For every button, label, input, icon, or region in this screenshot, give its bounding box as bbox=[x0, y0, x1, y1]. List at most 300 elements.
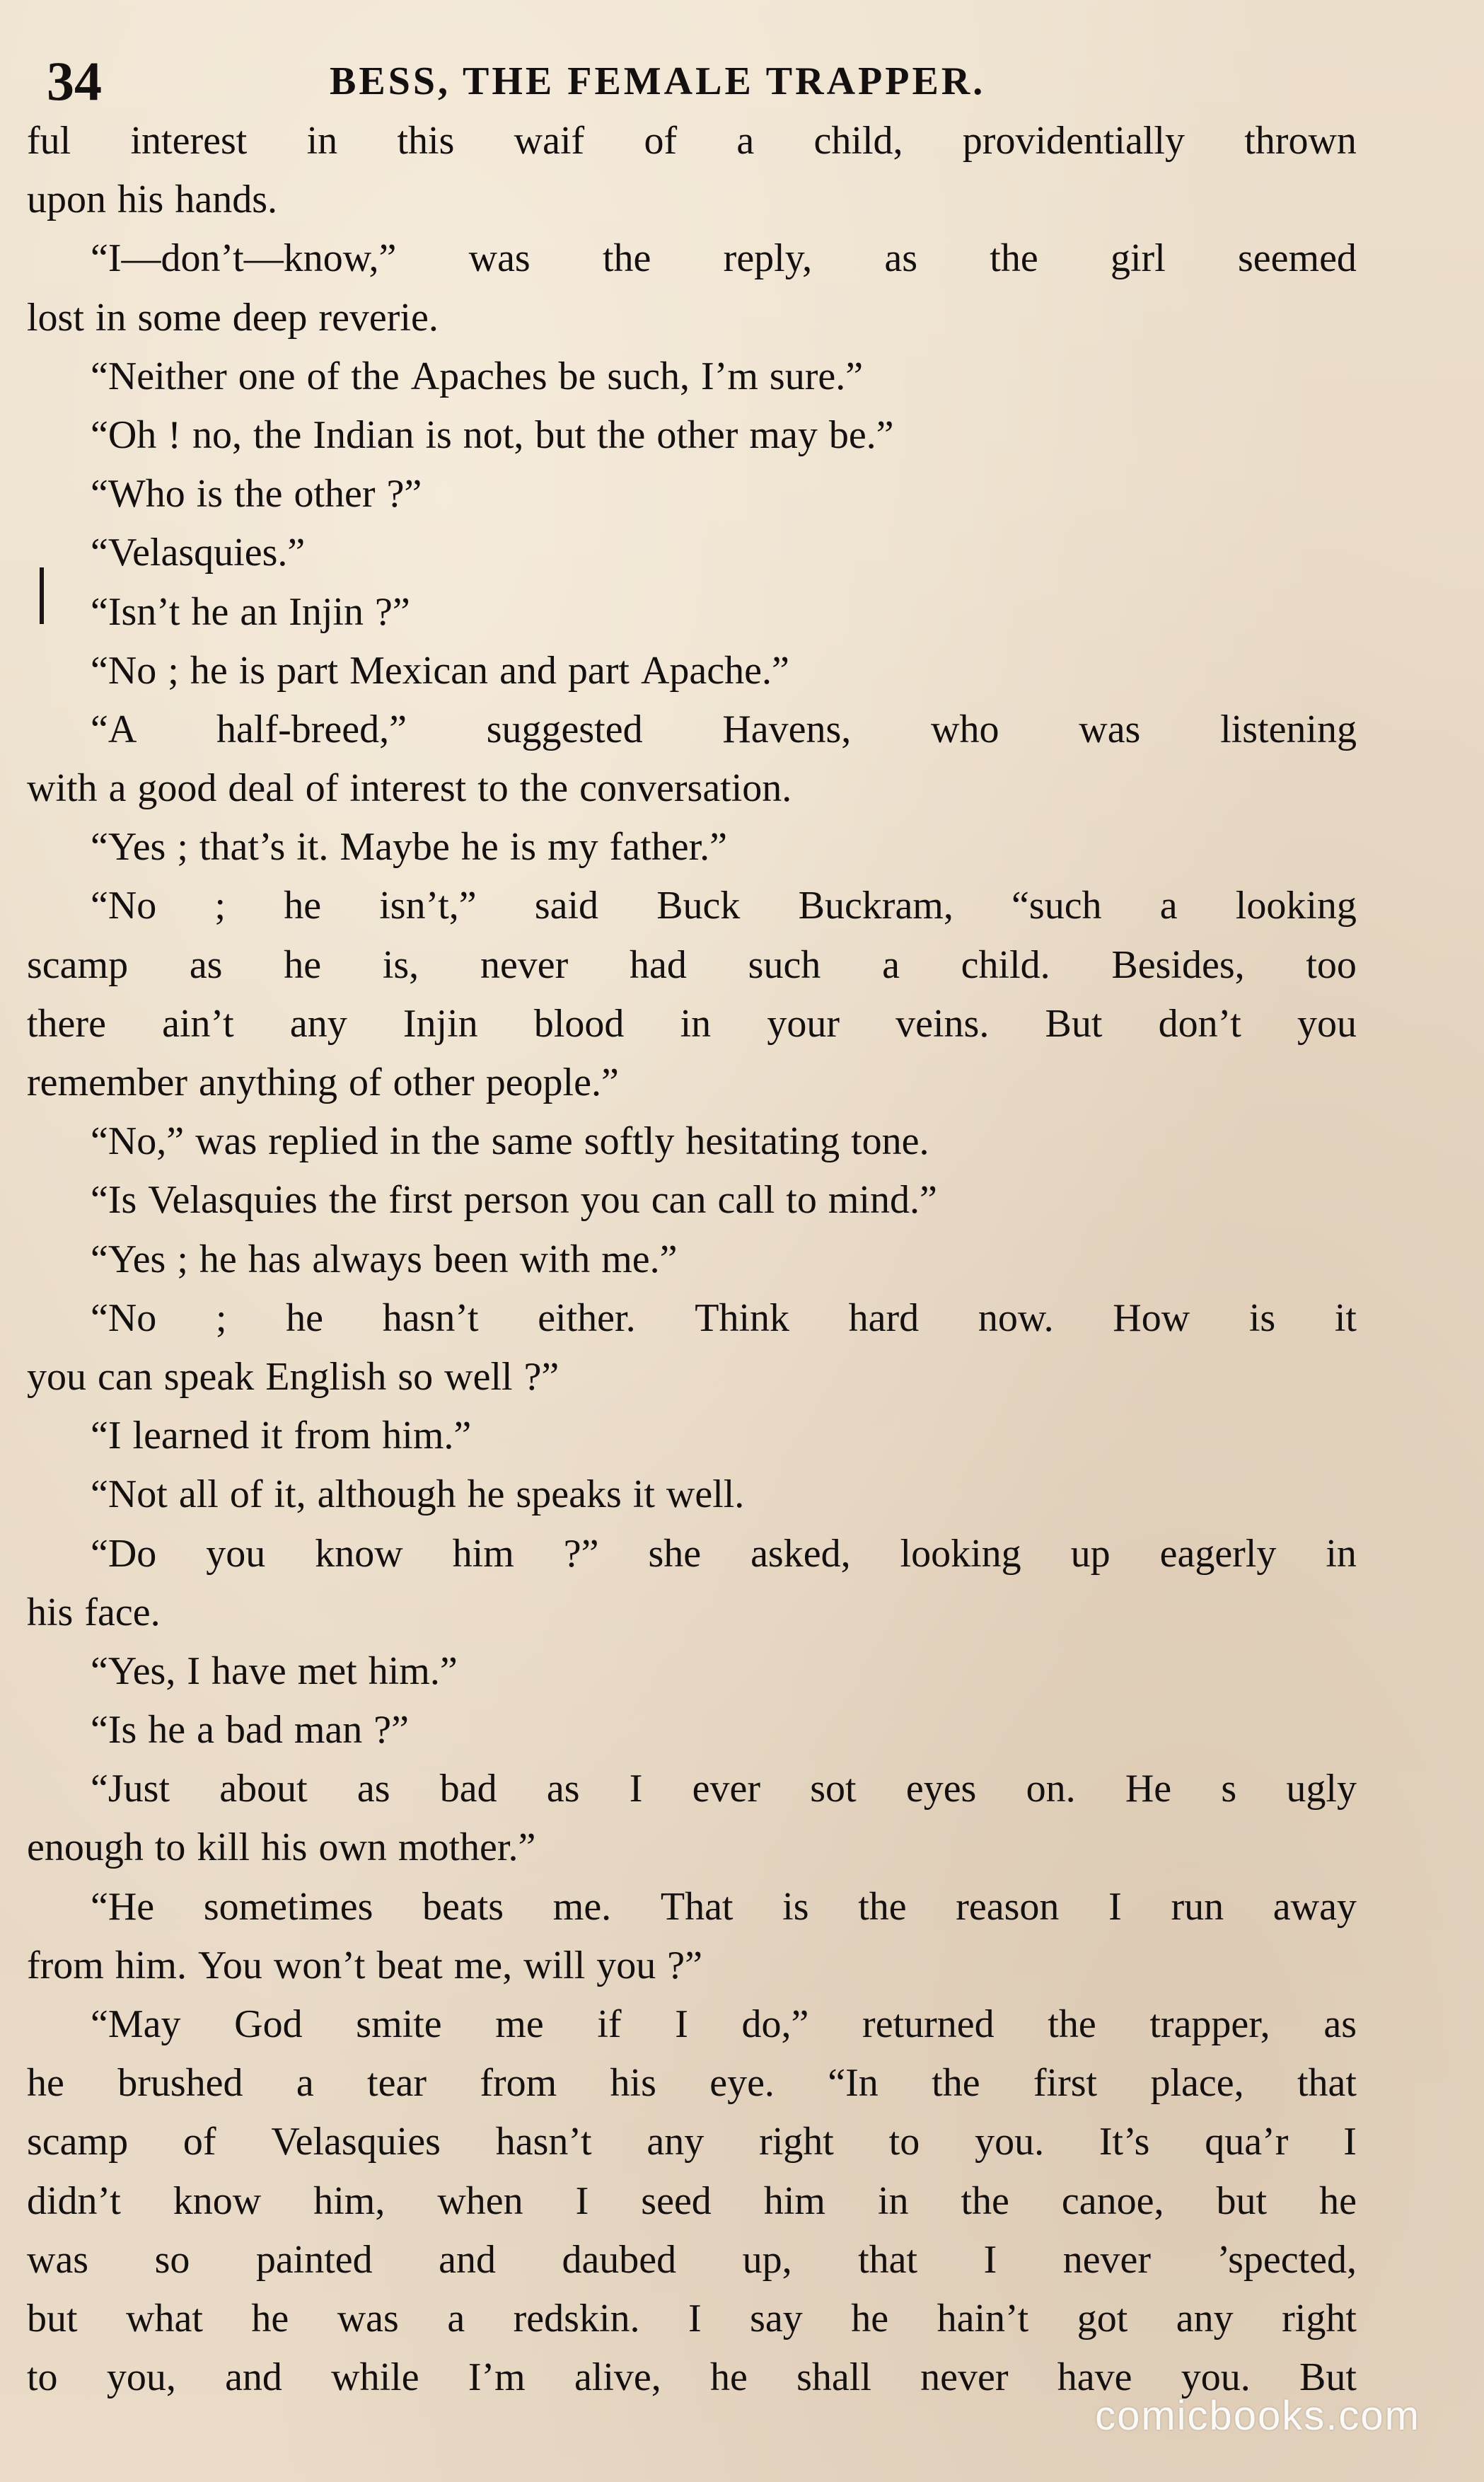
word: father.” bbox=[609, 825, 727, 870]
word: first bbox=[1033, 2061, 1098, 2106]
word: asked, bbox=[750, 1531, 851, 1576]
word: him. bbox=[115, 1943, 187, 1987]
word: “Is bbox=[91, 1178, 137, 1223]
word: the bbox=[1048, 2002, 1096, 2046]
word: will bbox=[523, 1943, 586, 1987]
word: half-breed,” bbox=[216, 707, 407, 751]
text-line bbox=[27, 1525, 1357, 1583]
word: “Not bbox=[91, 1472, 168, 1517]
word: met bbox=[297, 1649, 357, 1693]
word: any bbox=[1176, 2296, 1234, 2340]
word: you bbox=[206, 1531, 266, 1576]
word: “No bbox=[91, 884, 157, 928]
word: bad bbox=[439, 1767, 497, 1811]
word: “such bbox=[1011, 884, 1102, 928]
word: suggested bbox=[486, 707, 643, 751]
word: remember bbox=[27, 1061, 187, 1104]
word: didn’t bbox=[27, 2178, 121, 2223]
word: but bbox=[27, 2296, 78, 2340]
word: don’t bbox=[1158, 1001, 1241, 1046]
word: it. bbox=[296, 825, 329, 870]
word: you. bbox=[1181, 2355, 1251, 2400]
word: waif bbox=[514, 119, 585, 163]
word: the bbox=[596, 412, 646, 457]
text-line bbox=[27, 347, 1357, 406]
word: deep bbox=[232, 295, 308, 340]
word: that bbox=[1297, 2061, 1357, 2106]
word: “Yes, bbox=[91, 1649, 176, 1693]
word: eye. bbox=[709, 2061, 775, 2106]
word: He bbox=[1125, 1767, 1172, 1811]
word: his bbox=[261, 1825, 308, 1870]
word: “I bbox=[91, 1414, 122, 1458]
word: first bbox=[388, 1178, 453, 1223]
word: man bbox=[294, 1708, 363, 1753]
text-line bbox=[27, 877, 1357, 935]
word: canoe, bbox=[1061, 2178, 1164, 2223]
word: from bbox=[480, 2061, 557, 2106]
word: of bbox=[644, 119, 678, 163]
word: but bbox=[535, 412, 586, 457]
word: a bbox=[197, 1708, 215, 1753]
word: ; bbox=[177, 1237, 188, 1281]
text-line bbox=[27, 1289, 1357, 1348]
word: interest bbox=[349, 766, 467, 811]
word: seed bbox=[641, 2178, 712, 2223]
word: there bbox=[27, 1001, 106, 1046]
word: is, bbox=[382, 942, 419, 987]
word: you. bbox=[975, 2120, 1045, 2164]
text-line bbox=[27, 2231, 1357, 2290]
word: Indian bbox=[313, 412, 415, 457]
word: speaks bbox=[516, 1472, 622, 1517]
word: if bbox=[597, 2002, 622, 2046]
word: to bbox=[27, 2355, 58, 2400]
word: ?” bbox=[386, 472, 422, 516]
text-line bbox=[27, 642, 1357, 700]
word: conversation. bbox=[579, 766, 792, 811]
word: eagerly bbox=[1159, 1531, 1277, 1576]
word: is bbox=[782, 1884, 809, 1929]
word: hard bbox=[848, 1295, 920, 1340]
word: kill bbox=[197, 1825, 250, 1870]
page-number: 34 bbox=[47, 50, 102, 112]
word: was bbox=[27, 2237, 89, 2282]
word: he bbox=[27, 2061, 64, 2106]
word: was bbox=[1079, 707, 1141, 751]
text-line bbox=[27, 936, 1357, 995]
word: you, bbox=[106, 2355, 176, 2400]
word: not, bbox=[463, 412, 524, 457]
word: Maybe bbox=[340, 825, 450, 870]
word: now. bbox=[978, 1295, 1054, 1340]
word: the bbox=[328, 1178, 378, 1223]
word: other bbox=[656, 412, 738, 457]
word: all bbox=[178, 1472, 219, 1517]
text-line bbox=[27, 1465, 1357, 1524]
word: to bbox=[888, 2120, 920, 2164]
word: scamp bbox=[27, 2120, 129, 2164]
text-line bbox=[27, 818, 1357, 877]
word: as bbox=[1323, 2002, 1357, 2046]
word: he bbox=[191, 589, 229, 634]
word: a bbox=[447, 2296, 465, 2340]
word: either. bbox=[538, 1295, 636, 1340]
word: good bbox=[137, 766, 217, 811]
word: do,” bbox=[741, 2002, 809, 2046]
word: an bbox=[240, 589, 278, 634]
word: who bbox=[931, 707, 999, 751]
word: in bbox=[306, 119, 338, 163]
text-line bbox=[27, 171, 1357, 229]
text-line bbox=[27, 1407, 1357, 1465]
word: softly bbox=[584, 1119, 675, 1164]
word: of bbox=[348, 1061, 382, 1104]
word: the bbox=[253, 412, 302, 457]
word: redskin. bbox=[513, 2296, 640, 2340]
text-line bbox=[27, 1878, 1357, 1936]
word: girl bbox=[1110, 236, 1166, 281]
text-line bbox=[27, 112, 1357, 171]
word: when bbox=[437, 2178, 523, 2223]
word: that bbox=[858, 2237, 918, 2282]
word: too bbox=[1306, 942, 1357, 987]
word: always bbox=[312, 1237, 422, 1281]
word: know bbox=[173, 2178, 262, 2223]
word: my bbox=[547, 825, 598, 870]
word: eyes bbox=[905, 1767, 977, 1811]
word: I bbox=[675, 2002, 688, 2046]
text-line bbox=[27, 700, 1357, 759]
word: such bbox=[748, 942, 821, 987]
word: the bbox=[932, 2061, 980, 2106]
text-line bbox=[27, 1760, 1357, 1818]
word: sot bbox=[810, 1767, 857, 1811]
word: run bbox=[1171, 1884, 1224, 1929]
word: me bbox=[495, 2002, 544, 2046]
word: That bbox=[660, 1884, 734, 1929]
word: call bbox=[717, 1178, 775, 1223]
word: ’spected, bbox=[1217, 2237, 1357, 2282]
body-text bbox=[27, 112, 1357, 2407]
word: “No bbox=[91, 1295, 157, 1340]
word: he bbox=[199, 1237, 237, 1281]
word: looking bbox=[900, 1531, 1021, 1576]
watermark: comicbooks.com bbox=[1095, 2393, 1420, 2439]
word: he bbox=[148, 1708, 186, 1753]
word: daubed bbox=[562, 2237, 677, 2282]
word: mind.” bbox=[828, 1178, 937, 1223]
word: I bbox=[983, 2237, 997, 2282]
word: he bbox=[286, 1295, 324, 1340]
word: But bbox=[1299, 2355, 1357, 2400]
word: hasn’t bbox=[495, 2120, 592, 2164]
word: sometimes bbox=[203, 1884, 373, 1929]
word: had bbox=[630, 942, 687, 987]
word: up, bbox=[742, 2237, 792, 2282]
word: blood bbox=[533, 1001, 625, 1046]
word: child. bbox=[961, 942, 1050, 987]
word: I’m bbox=[468, 2355, 526, 2400]
word: ?” bbox=[523, 1354, 560, 1399]
word: tone. bbox=[851, 1119, 929, 1164]
word: some bbox=[137, 295, 221, 340]
word: to bbox=[786, 1178, 817, 1223]
word: “Oh bbox=[91, 412, 157, 457]
word: veins. bbox=[895, 1001, 990, 1046]
word: “May bbox=[91, 2002, 181, 2046]
word: his bbox=[27, 1590, 74, 1634]
word: face. bbox=[84, 1590, 161, 1634]
word: be bbox=[558, 354, 596, 398]
word: ; bbox=[177, 825, 188, 870]
word: providentially bbox=[962, 119, 1185, 163]
word: I bbox=[1108, 1884, 1122, 1929]
word: although bbox=[317, 1472, 456, 1517]
word: place, bbox=[1150, 2061, 1244, 2106]
word: up bbox=[1070, 1531, 1111, 1576]
word: your bbox=[767, 1001, 840, 1046]
word: me. bbox=[552, 1884, 612, 1929]
running-head: BESS, THE FEMALE TRAPPER. bbox=[330, 59, 986, 103]
word: painted bbox=[255, 2237, 373, 2282]
word: the bbox=[858, 1884, 907, 1929]
word: but bbox=[1216, 2178, 1268, 2223]
word: seemed bbox=[1238, 236, 1357, 281]
word: may bbox=[749, 412, 818, 457]
word: have bbox=[211, 1649, 286, 1693]
word: one bbox=[238, 354, 296, 398]
word: I bbox=[1343, 2120, 1357, 2164]
word: Injin bbox=[402, 1001, 478, 1046]
word: in bbox=[680, 1001, 712, 1046]
word: a bbox=[1159, 884, 1178, 928]
word: with bbox=[27, 766, 98, 811]
word: “A bbox=[91, 707, 137, 751]
word: of bbox=[229, 1472, 263, 1517]
text-line bbox=[27, 1583, 1357, 1642]
word: he bbox=[460, 825, 499, 870]
word: what bbox=[126, 2296, 203, 2340]
word: he bbox=[284, 884, 322, 928]
word: other bbox=[393, 1061, 475, 1104]
word: interest bbox=[130, 119, 248, 163]
word: have bbox=[1057, 2355, 1132, 2400]
word: the bbox=[351, 354, 400, 398]
word: the bbox=[990, 236, 1038, 281]
word: said bbox=[534, 884, 599, 928]
word: part bbox=[567, 648, 630, 693]
word: and bbox=[225, 2355, 282, 2400]
word: in bbox=[95, 295, 127, 340]
text-line bbox=[27, 1818, 1357, 1877]
word: so bbox=[398, 1354, 434, 1399]
word: learned bbox=[132, 1414, 250, 1458]
word: s bbox=[1221, 1767, 1237, 1811]
word: I bbox=[629, 1767, 643, 1811]
text-line bbox=[27, 759, 1357, 818]
word: won’t bbox=[273, 1943, 366, 1987]
word: him.” bbox=[382, 1414, 472, 1458]
word: other bbox=[294, 472, 376, 516]
word: hands. bbox=[175, 178, 278, 222]
word: “No bbox=[91, 648, 157, 693]
word: a bbox=[108, 766, 127, 811]
word: this bbox=[397, 119, 455, 163]
word: is bbox=[425, 412, 452, 457]
word: It’s bbox=[1098, 2120, 1150, 2164]
text-line bbox=[27, 2054, 1357, 2113]
word: about bbox=[219, 1767, 308, 1811]
word: he bbox=[251, 2296, 289, 2340]
word: person bbox=[463, 1178, 569, 1223]
text-line bbox=[27, 583, 1357, 642]
word: “Yes bbox=[91, 825, 166, 870]
word: thrown bbox=[1244, 119, 1357, 163]
word: him.” bbox=[368, 1649, 458, 1693]
text-line bbox=[27, 524, 1357, 582]
word: he bbox=[710, 2355, 748, 2400]
word: in bbox=[389, 1119, 421, 1164]
word: and bbox=[439, 2237, 496, 2282]
word: such, bbox=[607, 354, 690, 398]
word: ful bbox=[27, 119, 71, 163]
word: while bbox=[331, 2355, 419, 2400]
word: Buck bbox=[656, 884, 741, 928]
word: never bbox=[480, 942, 569, 987]
word: him bbox=[452, 1531, 514, 1576]
word: listening bbox=[1220, 707, 1357, 751]
word: of bbox=[182, 2120, 216, 2164]
word: the bbox=[519, 766, 569, 811]
word: enough bbox=[27, 1825, 144, 1870]
word: I bbox=[187, 1649, 200, 1693]
text-line bbox=[27, 2290, 1357, 2348]
word: Injin bbox=[289, 589, 364, 634]
word: beat bbox=[376, 1943, 443, 1987]
word: tear bbox=[367, 2061, 427, 2106]
word: him, bbox=[313, 2178, 386, 2223]
word: his bbox=[610, 2061, 656, 2106]
text-line bbox=[27, 406, 1357, 465]
word: it, bbox=[274, 1472, 306, 1517]
word: the bbox=[602, 236, 651, 281]
word: returned bbox=[862, 2002, 995, 2046]
word: she bbox=[648, 1531, 702, 1576]
text-line bbox=[27, 1171, 1357, 1230]
word: “Isn’t bbox=[91, 589, 180, 634]
word: never bbox=[920, 2355, 1009, 2400]
word: he bbox=[284, 942, 322, 987]
text-line bbox=[27, 1112, 1357, 1171]
word: beats bbox=[422, 1884, 504, 1929]
word: ain’t bbox=[162, 1001, 234, 1046]
word: hain’t bbox=[937, 2296, 1029, 2340]
word: ; bbox=[168, 648, 179, 693]
word: brushed bbox=[117, 2061, 243, 2106]
word: “No,” bbox=[91, 1119, 185, 1164]
word: “Yes bbox=[91, 1237, 166, 1281]
word: with bbox=[519, 1237, 591, 1281]
word: speak bbox=[163, 1354, 255, 1399]
word: Velasquies bbox=[271, 2120, 441, 2164]
word: hesitating bbox=[685, 1119, 840, 1164]
word: a bbox=[296, 2061, 314, 2106]
word: been bbox=[433, 1237, 509, 1281]
word: say bbox=[750, 2296, 803, 2340]
word: from bbox=[27, 1943, 104, 1987]
word: ?” bbox=[374, 589, 410, 634]
word: alive, bbox=[574, 2355, 661, 2400]
word: I bbox=[575, 2178, 589, 2223]
word: of bbox=[305, 766, 339, 811]
word: has bbox=[248, 1237, 301, 1281]
word: sure.” bbox=[769, 354, 864, 398]
word: away bbox=[1273, 1884, 1357, 1929]
text-line bbox=[27, 289, 1357, 347]
word: mother.” bbox=[398, 1825, 536, 1870]
word: him bbox=[763, 2178, 825, 2223]
word: the bbox=[431, 1119, 480, 1164]
word: to bbox=[477, 766, 509, 811]
word: he bbox=[467, 1472, 505, 1517]
word: reverie. bbox=[318, 295, 439, 340]
text-line bbox=[27, 1054, 1357, 1112]
word: that’s bbox=[199, 825, 286, 870]
word: as bbox=[884, 236, 918, 281]
word: know bbox=[315, 1531, 403, 1576]
word: be.” bbox=[828, 412, 894, 457]
word: Think bbox=[695, 1295, 789, 1340]
word: no, bbox=[192, 412, 242, 457]
word: own bbox=[318, 1825, 387, 1870]
word: Havens, bbox=[722, 707, 852, 751]
word: a bbox=[882, 942, 900, 987]
word: God bbox=[234, 2002, 303, 2046]
word: so bbox=[154, 2237, 190, 2282]
word: Velasquies bbox=[148, 1178, 318, 1223]
word: “Who bbox=[91, 472, 185, 516]
word: me, bbox=[453, 1943, 513, 1987]
word: can bbox=[651, 1178, 707, 1223]
word: and bbox=[499, 648, 557, 693]
text-line bbox=[27, 2113, 1357, 2171]
word: ?” bbox=[373, 1708, 410, 1753]
word: is bbox=[196, 472, 224, 516]
word: scamp bbox=[27, 942, 129, 987]
word: me.” bbox=[601, 1237, 678, 1281]
word: Apache.” bbox=[640, 648, 789, 693]
word: reason bbox=[956, 1884, 1060, 1929]
word: is bbox=[509, 825, 537, 870]
word: any bbox=[647, 2120, 705, 2164]
word: right bbox=[1282, 2296, 1357, 2340]
word: ; bbox=[214, 884, 226, 928]
word: it bbox=[1334, 1295, 1357, 1340]
word: the bbox=[961, 2178, 1009, 2223]
word: I’m bbox=[701, 354, 758, 398]
word: can bbox=[98, 1354, 153, 1399]
word: a bbox=[736, 119, 755, 163]
word: “In bbox=[828, 2061, 879, 2106]
word: smite bbox=[356, 2002, 442, 2046]
word: replied bbox=[268, 1119, 378, 1164]
word: How bbox=[1113, 1295, 1190, 1340]
word: deal bbox=[228, 766, 294, 811]
word: “I—don’t—know,” bbox=[91, 236, 397, 281]
word: qua’r bbox=[1205, 2120, 1289, 2164]
text-line bbox=[27, 1936, 1357, 1995]
